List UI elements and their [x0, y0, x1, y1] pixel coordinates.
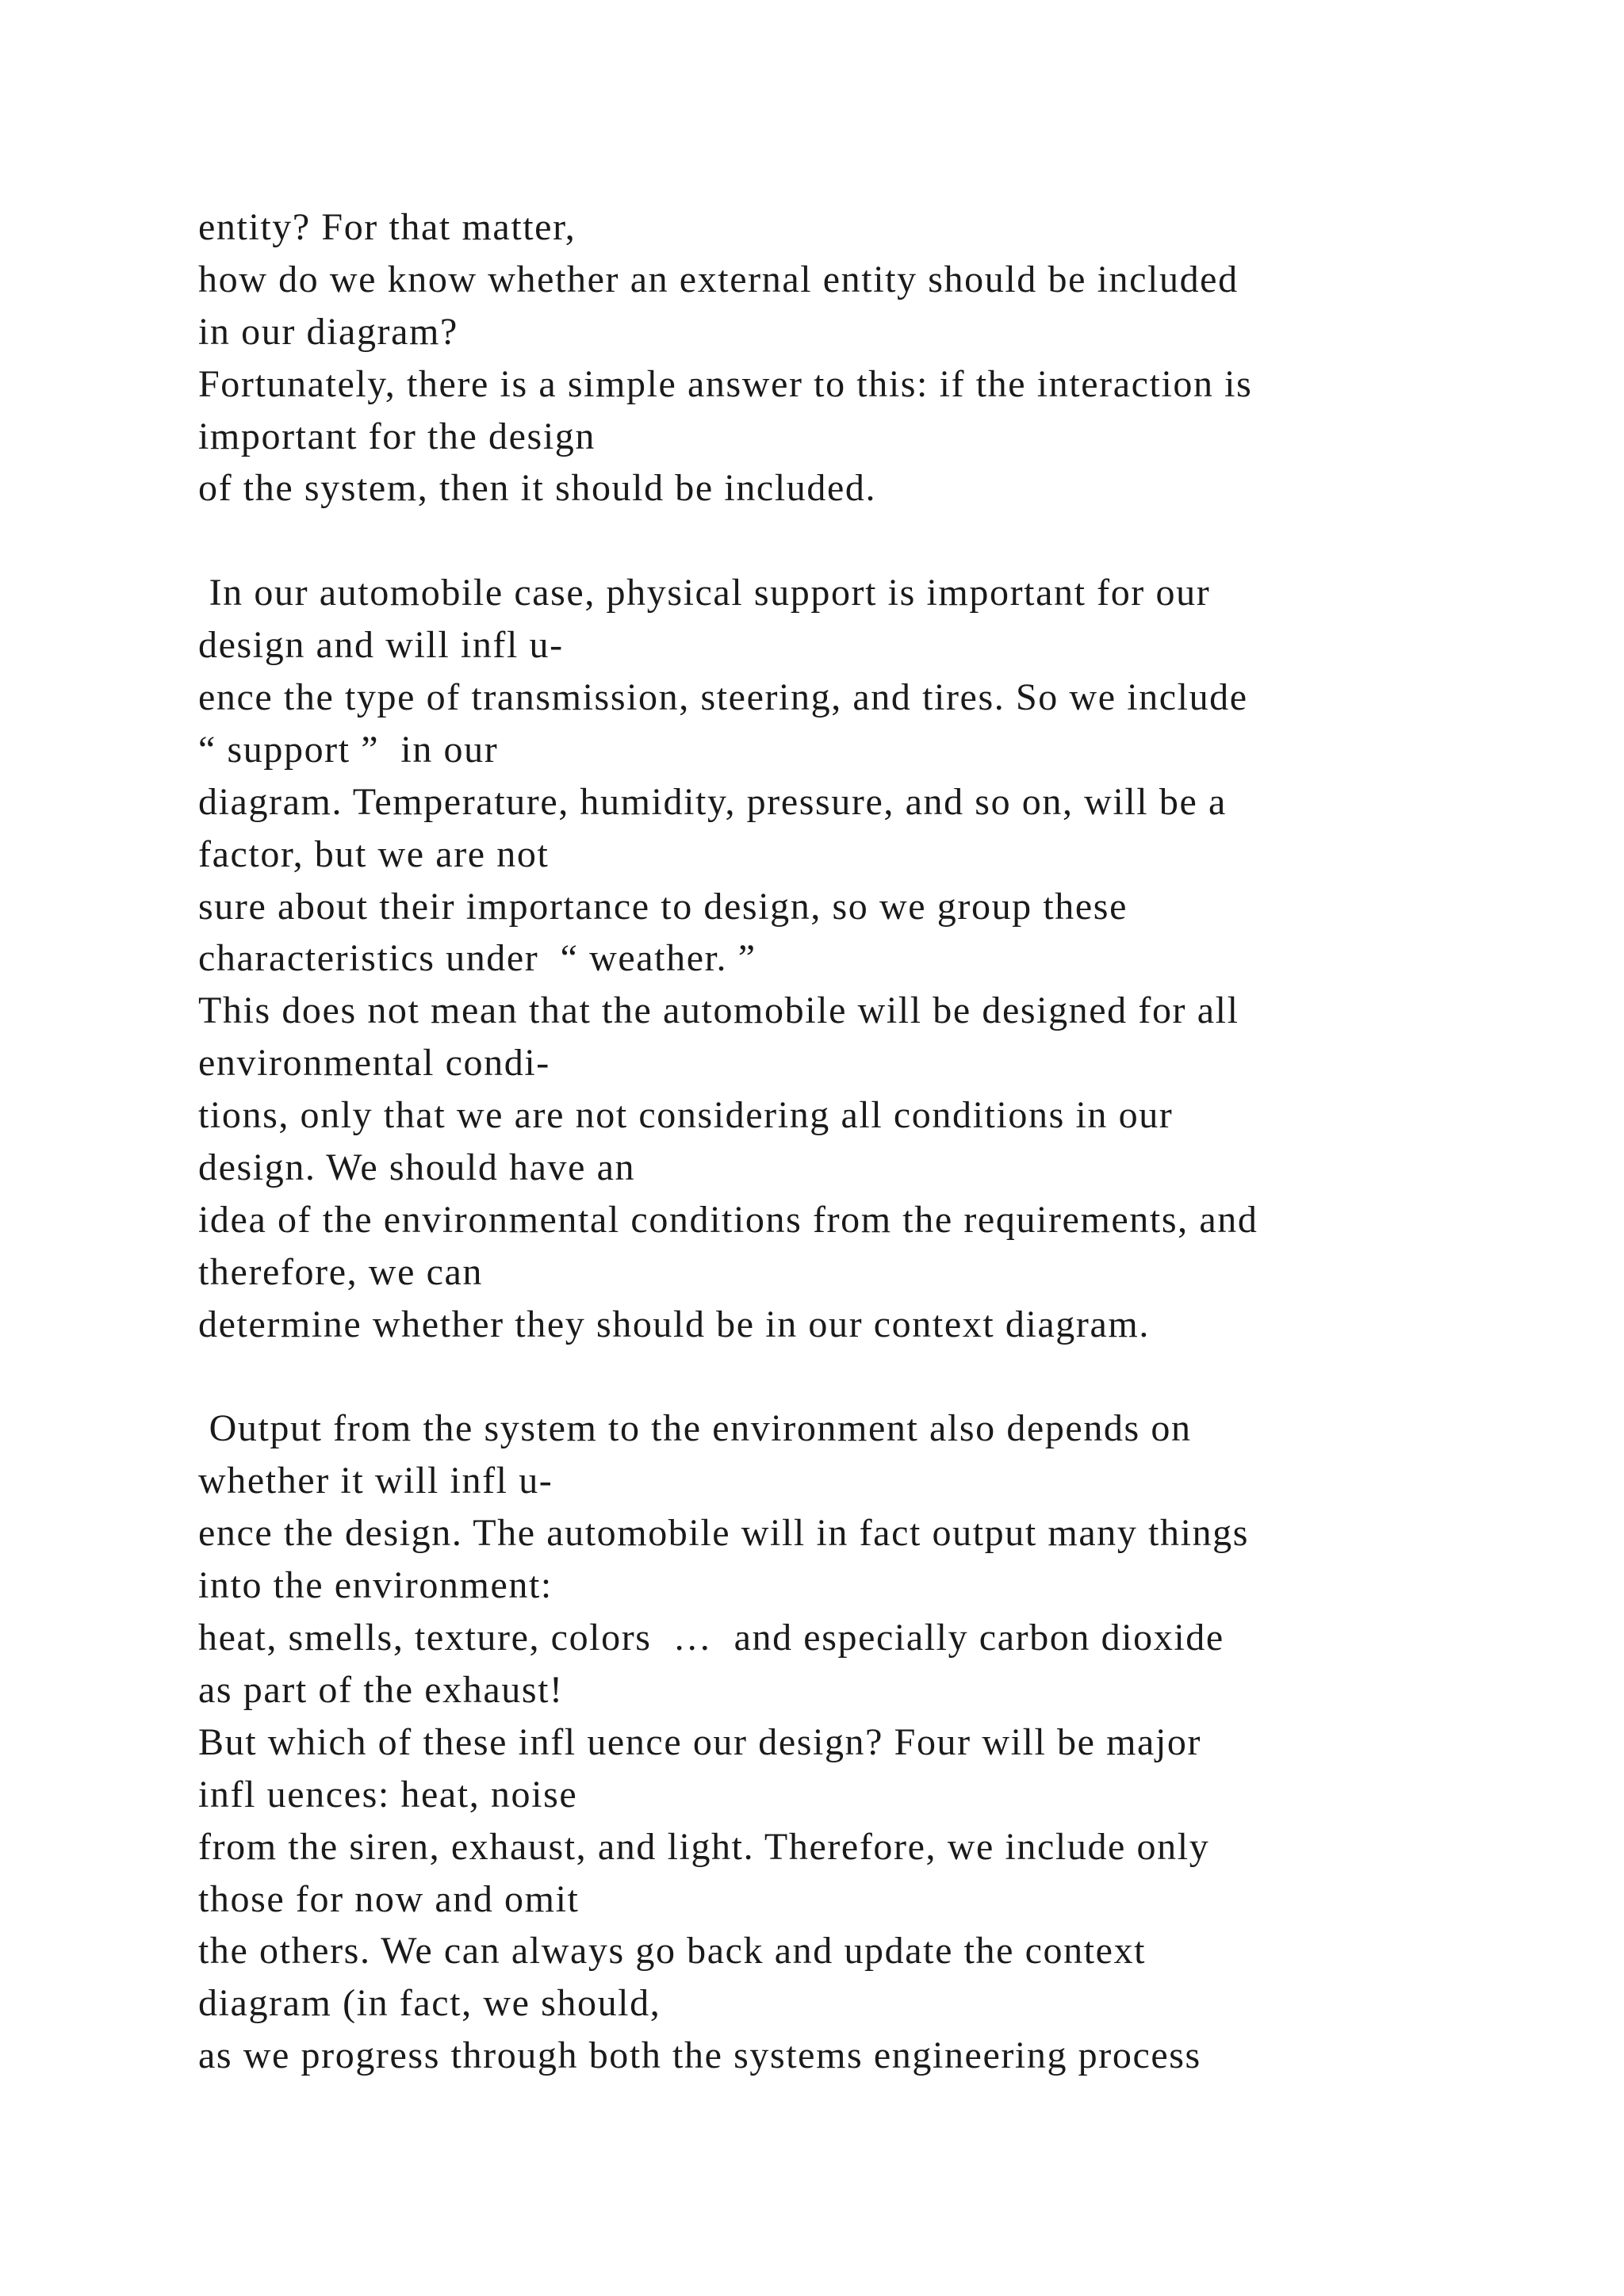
- text-line: the others. We can always go back and update the context: [198, 1930, 1147, 1973]
- text-line: characteristics under “ weather. ”: [198, 937, 756, 980]
- text-line: into the environment:: [198, 1564, 553, 1607]
- text-line: heat, smells, texture, colors … and especially carbon dioxide: [198, 1617, 1224, 1659]
- text-line: Output from the system to the environment also depends on: [198, 1407, 1192, 1450]
- text-line: design. We should have an: [198, 1146, 636, 1189]
- text-line: “ support ” in our: [198, 728, 499, 771]
- text-line: whether it will infl u-: [198, 1460, 553, 1502]
- text-line: from the siren, exhaust, and light. Therefore, we include only: [198, 1825, 1210, 1868]
- text-line: important for the design: [198, 415, 596, 457]
- text-line: those for now and omit: [198, 1877, 580, 1920]
- text-line: diagram (in fact, we should,: [198, 1982, 661, 2025]
- text-line: factor, but we are not: [198, 832, 550, 875]
- blank-line: [198, 515, 1546, 567]
- text-line: Fortunately, there is a simple answer to this: if the interaction is: [198, 362, 1253, 405]
- text-line: But which of these infl uence our design? Four will be major: [198, 1720, 1202, 1763]
- text-line: design and will infl u-: [198, 624, 564, 667]
- text-line: as we progress through both the systems engineering process: [198, 2034, 1201, 2077]
- text-line: of the system, then it should be included.: [198, 467, 877, 510]
- text-line: how do we know whether an external entity should be included: [198, 258, 1239, 300]
- text-line: In our automobile case, physical support is important for our: [198, 572, 1211, 614]
- text-line: therefore, we can: [198, 1250, 483, 1293]
- text-line: environmental condi-: [198, 1042, 550, 1085]
- text-line: entity? For that matter,: [198, 206, 576, 248]
- text-line: as part of the exhaust!: [198, 1668, 564, 1711]
- text-line: ence the type of transmission, steering, and tires. So we include: [198, 676, 1248, 719]
- text-line: This does not mean that the automobile will be designed for all: [198, 989, 1239, 1032]
- text-line: ence the design. The automobile will in fact output many things: [198, 1512, 1249, 1555]
- text-line: sure about their importance to design, so we group these: [198, 885, 1128, 928]
- text-line: tions, only that we are not considering all conditions in our: [198, 1094, 1174, 1137]
- text-line: diagram. Temperature, humidity, pressure, and so on, will be a: [198, 780, 1227, 823]
- text-line: in our diagram?: [198, 310, 458, 353]
- text-line: idea of the environmental conditions from the requirements, and: [198, 1198, 1258, 1241]
- blank-line: [198, 1351, 1546, 1403]
- body-text: [198, 201, 1546, 2082]
- text-line: determine whether they should be in our context diagram.: [198, 1303, 1150, 1345]
- text-line: infl uences: heat, noise: [198, 1773, 578, 1816]
